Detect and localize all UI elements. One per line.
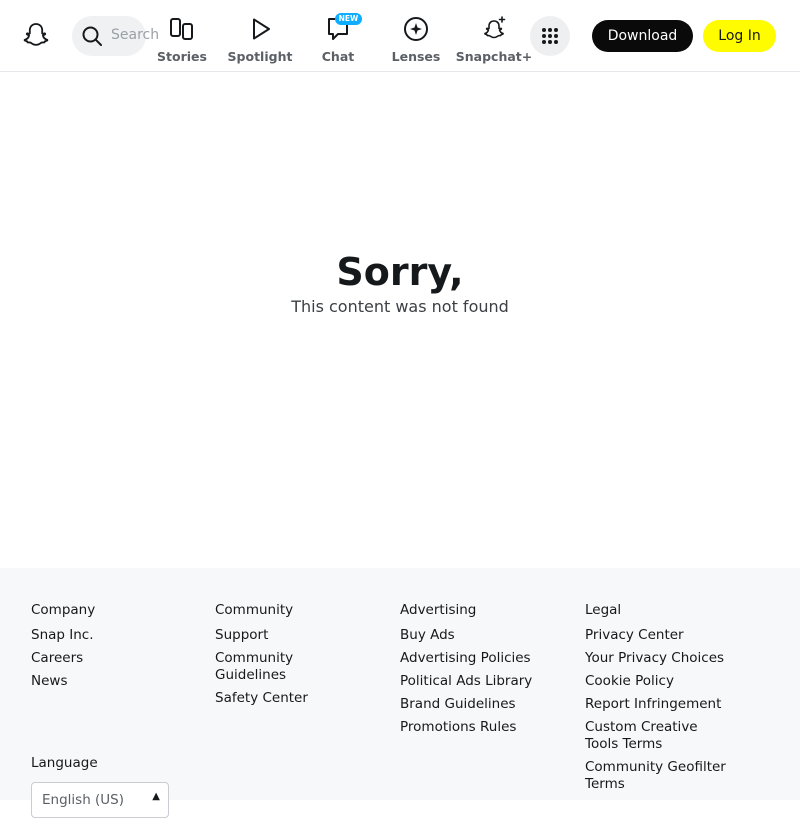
footer-link[interactable]: News bbox=[31, 673, 68, 689]
nav-spotlight-label: Spotlight bbox=[227, 49, 293, 64]
apps-grid-button[interactable] bbox=[530, 16, 570, 56]
footer-column-legal bbox=[585, 601, 735, 799]
footer-link[interactable]: Safety Center bbox=[215, 690, 308, 706]
grid-icon bbox=[541, 27, 559, 45]
language-select[interactable] bbox=[31, 782, 169, 818]
search-input[interactable]: Search bbox=[111, 27, 160, 43]
spotlight-play-icon bbox=[246, 15, 274, 43]
error-title: Sorry, bbox=[336, 250, 464, 294]
nav-stories-label: Stories bbox=[157, 49, 207, 64]
nav-lenses[interactable] bbox=[377, 12, 455, 68]
footer-link[interactable]: Custom Creative Tools Terms bbox=[585, 719, 698, 752]
nav-spotlight[interactable] bbox=[221, 12, 299, 68]
login-button[interactable]: Log In bbox=[703, 20, 776, 52]
footer-link[interactable]: Privacy Center bbox=[585, 627, 684, 643]
new-badge: NEW bbox=[335, 13, 362, 25]
footer-link[interactable]: Your Privacy Choices bbox=[585, 650, 725, 666]
footer-column-company bbox=[31, 601, 201, 696]
footer-link[interactable]: Careers bbox=[31, 650, 84, 666]
footer-link[interactable]: Political Ads Library bbox=[400, 673, 533, 689]
footer-link[interactable]: Brand Guidelines bbox=[400, 696, 516, 712]
download-button[interactable]: Download bbox=[592, 20, 693, 52]
error-message: This content was not found bbox=[291, 297, 509, 316]
footer-column-advertising bbox=[400, 601, 570, 742]
footer-link[interactable]: Cookie Policy bbox=[585, 673, 674, 689]
footer-link[interactable]: Community Guidelines bbox=[215, 650, 294, 683]
footer-link[interactable]: Buy Ads bbox=[400, 627, 455, 643]
nav-snapchat-plus-label: Snapchat+ bbox=[455, 49, 533, 64]
nav-chat-label: Chat bbox=[321, 49, 355, 64]
top-header bbox=[0, 0, 800, 72]
language-select-value: English (US) bbox=[42, 792, 125, 808]
search-box[interactable] bbox=[72, 16, 160, 56]
footer-column-title: Community bbox=[215, 602, 294, 618]
site-footer bbox=[0, 568, 800, 808]
footer-column-title: Legal bbox=[585, 602, 622, 618]
language-label: Language bbox=[31, 755, 98, 771]
footer-link[interactable]: Support bbox=[215, 627, 269, 643]
stories-icon bbox=[168, 15, 196, 43]
snapchat-plus-ghost-icon bbox=[480, 15, 508, 43]
lenses-sparkle-icon bbox=[402, 15, 430, 43]
select-arrows-icon: ▲ bbox=[152, 791, 160, 802]
footer-link[interactable]: Community Geofilter Terms bbox=[585, 759, 726, 792]
nav-lenses-label: Lenses bbox=[391, 49, 441, 64]
footer-link[interactable]: Promotions Rules bbox=[400, 719, 517, 735]
search-icon bbox=[81, 25, 103, 47]
nav-snapchat-plus[interactable] bbox=[455, 12, 533, 68]
footer-column-title: Company bbox=[31, 602, 96, 618]
footer-link[interactable]: Snap Inc. bbox=[31, 627, 94, 643]
snapchat-ghost-logo-icon[interactable] bbox=[21, 20, 51, 50]
footer-column-community bbox=[215, 601, 335, 713]
footer-link[interactable]: Advertising Policies bbox=[400, 650, 531, 666]
footer-link[interactable]: Report Infringement bbox=[585, 696, 722, 712]
nav-stories[interactable] bbox=[143, 12, 221, 68]
footer-column-title: Advertising bbox=[400, 602, 477, 618]
